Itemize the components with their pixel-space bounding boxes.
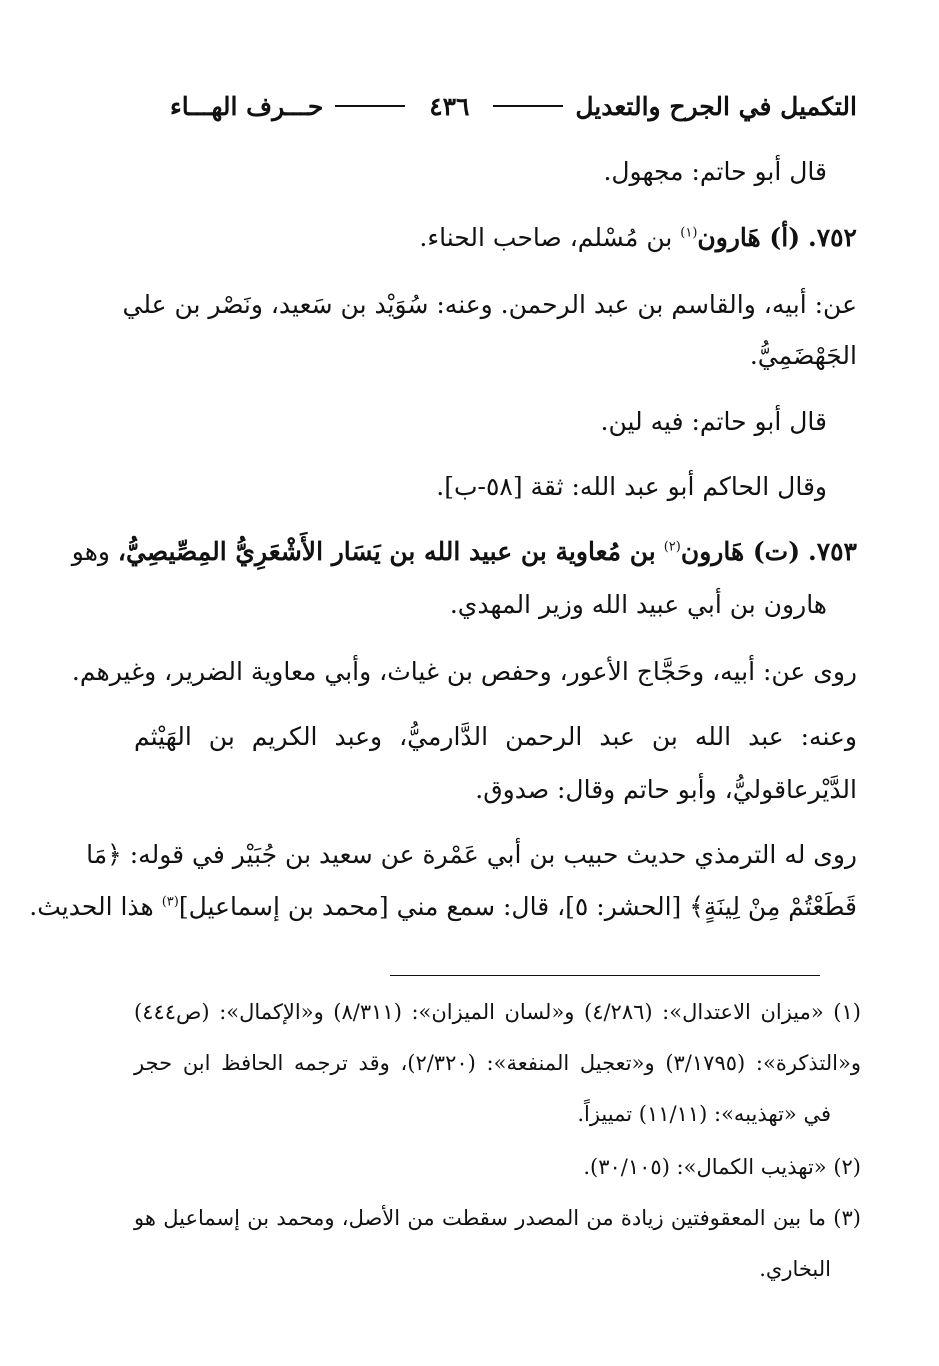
entry-number: ٧٥٣. — [807, 537, 857, 566]
entry-heading-753 — [71, 532, 857, 572]
running-header — [170, 88, 857, 124]
text-line: قال أبو حاتم: فيه لين. — [600, 407, 827, 436]
text-line: الدَّيْرعاقوليُّ، وأبو حاتم وقال: صدوق. — [475, 775, 857, 804]
footnote-1-cont: في «تهذيبه»: (١١/١١) تمييزاً. — [577, 1102, 831, 1126]
text-line: روى له الترمذي حديث حبيب بن أبي عَمْرة عن سعيد بن جُبَيْر في قوله: ﴿مَا — [86, 840, 857, 869]
book-title: التكميل في الجرح والتعديل — [575, 91, 857, 121]
text-line — [29, 887, 857, 927]
text-line: قال أبو حاتم: مجهول. — [603, 157, 827, 186]
entry-name: (ت) هَارون — [680, 537, 801, 566]
entry-number: ٧٥٢. — [807, 223, 857, 252]
entry-name: (أ) هَارون — [697, 223, 801, 252]
entry-rest-bold: بن مُعاوية بن عبيد الله بن يَسَار الأَشْعَرِيُّ المِصِّيصِيُّ، — [117, 537, 656, 566]
text-line: وعنه: عبد الله بن عبد الرحمن الدَّارميُّ، وعبد الكريم بن الهَيْثم — [134, 722, 857, 751]
header-rule — [335, 105, 405, 107]
page-number: ٤٣٦ — [429, 91, 470, 121]
footnote-ref: (٢) — [663, 539, 681, 555]
footnote-2: (٢) «تهذيب الكمال»: (٣٠/١٠٥). — [583, 1155, 861, 1179]
text-line: وقال الحاكم أبو عبد الله: ثقة [٥٨-ب]. — [436, 472, 827, 501]
text-line: هارون بن أبي عبيد الله وزير المهدي. — [449, 590, 827, 619]
text-segment: قَطَعْتُمْ مِنْ لِينَةٍ﴾ [الحشر: ٥]، قال: سمع مني [محمد بن إسماعيل] — [178, 892, 857, 921]
entry-heading-752 — [419, 218, 857, 258]
footnote-separator — [390, 975, 820, 976]
text-line: عن: أبيه، والقاسم بن عبد الرحمن. وعنه: سُوَيْد بن سَعيد، ونَصْر بن علي — [122, 290, 857, 319]
footnote-1-cont: و«التذكرة»: (٣/١٧٩٥) و«تعجيل المنفعة»: (٢/٣٢٠)، وقد ترجمه الحافظ ابن حجر — [134, 1051, 861, 1075]
text-line: الجَهْضَمِيُّ. — [749, 341, 857, 370]
text-line: روى عن: أبيه، وحَجَّاج الأعور، وحفص بن غياث، وأبي معاوية الضرير، وغيرهم. — [71, 657, 857, 686]
entry-rest: بن مُسْلم، صاحب الحناء. — [419, 223, 673, 252]
text-segment: هذا الحديث. — [29, 892, 154, 921]
footnote-3-cont: البخاري. — [759, 1257, 831, 1281]
footnote-ref: (٣) — [161, 894, 179, 910]
header-rule — [493, 105, 563, 107]
footnote-3: (٣) ما بين المعقوفتين زيادة من المصدر سقطت من الأصل، ومحمد بن إسماعيل هو — [134, 1206, 861, 1230]
footnote-1: (١) «ميزان الاعتدال»: (٤/٢٨٦) و«لسان الميزان»: (٨/٣١١) و«الإكمال»: (ص٤٤٤) — [134, 1000, 861, 1024]
entry-rest: وهو — [71, 537, 110, 566]
footnote-ref: (١) — [680, 225, 698, 241]
chapter-title: حـــرف الهـــاء — [170, 91, 324, 121]
